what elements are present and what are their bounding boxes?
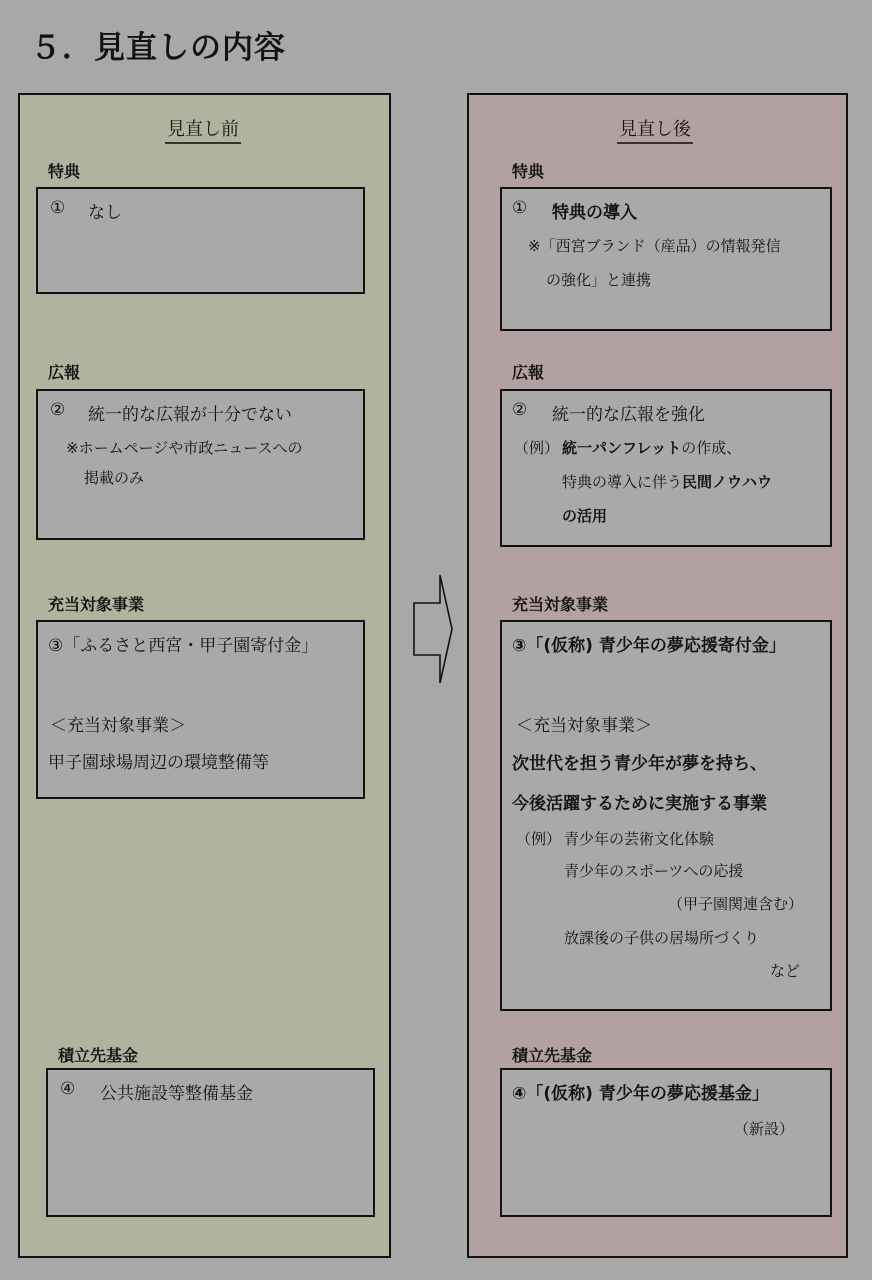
before-fund-text: 公共施設等整備基金 bbox=[100, 1084, 253, 1104]
right-arrow-icon bbox=[412, 573, 454, 685]
after-benefit-num: ① bbox=[512, 198, 528, 218]
after-pr-ex2-bold: 民間ノウハウ bbox=[682, 473, 773, 491]
after-fund-label: 積立先基金 bbox=[512, 1046, 593, 1065]
before-fund-box bbox=[46, 1068, 375, 1217]
before-panel bbox=[18, 93, 391, 1258]
after-benefit-text: 特典の導入 bbox=[552, 203, 637, 223]
after-projects-line1: ③「(仮称) 青少年の夢応援寄付金」 bbox=[512, 636, 786, 656]
after-fund-line2: （新設） bbox=[734, 1120, 795, 1138]
before-pr-text: 統一的な広報が十分でない bbox=[88, 405, 292, 425]
after-pr-box bbox=[500, 389, 832, 547]
after-pr-ex2-plain: 特典の導入に伴う bbox=[562, 473, 683, 491]
after-pr-ex1-bold: 統一パンフレット bbox=[562, 439, 682, 457]
after-pr-ex1 bbox=[562, 437, 741, 458]
before-fund-label: 積立先基金 bbox=[58, 1046, 139, 1065]
before-projects-box bbox=[36, 620, 365, 799]
before-benefit-num: ① bbox=[50, 198, 66, 218]
before-header: 見直し前 bbox=[165, 119, 241, 144]
after-benefit-label: 特典 bbox=[512, 162, 545, 181]
after-projects-line2: ＜充当対象事業＞ bbox=[516, 716, 652, 736]
after-pr-ex3: の活用 bbox=[562, 507, 608, 525]
before-pr-note2: 掲載のみ bbox=[84, 469, 145, 487]
after-projects-ex2: 青少年のスポーツへの応援 bbox=[564, 862, 744, 880]
before-pr-num: ② bbox=[50, 400, 66, 420]
after-fund-box bbox=[500, 1068, 832, 1217]
after-projects-ex1: 青少年の芸術文化体験 bbox=[564, 830, 715, 848]
before-projects-label: 充当対象事業 bbox=[48, 595, 145, 614]
after-fund-line1: ④「(仮称) 青少年の夢応援基金」 bbox=[512, 1084, 769, 1104]
after-projects-line3: 次世代を担う青少年が夢を持ち、 bbox=[512, 754, 767, 774]
after-panel bbox=[467, 93, 848, 1258]
after-pr-ex1-rest: の作成、 bbox=[681, 439, 742, 457]
after-projects-label: 充当対象事業 bbox=[512, 595, 609, 614]
after-pr-text: 統一的な広報を強化 bbox=[552, 405, 705, 425]
before-pr-note1: ※ホームページや市政ニュースへの bbox=[66, 439, 303, 457]
before-fund-num: ④ bbox=[60, 1079, 76, 1099]
after-pr-ex2 bbox=[562, 471, 772, 492]
after-projects-ex4: など bbox=[770, 962, 801, 980]
after-projects-ex-label: （例） bbox=[516, 830, 562, 848]
after-projects-line4: 今後活躍するために実施する事業 bbox=[512, 794, 767, 814]
after-header: 見直し後 bbox=[617, 119, 693, 144]
page-title: ５．見直しの内容 bbox=[30, 30, 286, 66]
after-projects-ex3: 放課後の子供の居場所づくり bbox=[564, 929, 760, 947]
after-pr-ex-label: （例） bbox=[514, 439, 560, 457]
after-benefit-box bbox=[500, 187, 832, 331]
before-benefit-label: 特典 bbox=[48, 162, 81, 181]
before-projects-line1: ③「ふるさと西宮・甲子園寄付金」 bbox=[48, 636, 319, 656]
before-benefit-text: なし bbox=[88, 203, 122, 223]
before-pr-box bbox=[36, 389, 365, 540]
before-pr-label: 広報 bbox=[48, 363, 81, 382]
after-benefit-note2: の強化」と連携 bbox=[546, 271, 652, 289]
after-projects-box bbox=[500, 620, 832, 1011]
before-projects-line2: ＜充当対象事業＞ bbox=[50, 716, 186, 736]
after-benefit-note1: ※「西宮ブランド（産品）の情報発信 bbox=[528, 237, 781, 255]
after-projects-ex2-sub: （甲子園関連含む） bbox=[668, 895, 804, 913]
after-pr-num: ② bbox=[512, 400, 528, 420]
before-projects-line3: 甲子園球場周辺の環境整備等 bbox=[48, 753, 269, 773]
before-benefit-box bbox=[36, 187, 365, 294]
after-pr-label: 広報 bbox=[512, 363, 545, 382]
